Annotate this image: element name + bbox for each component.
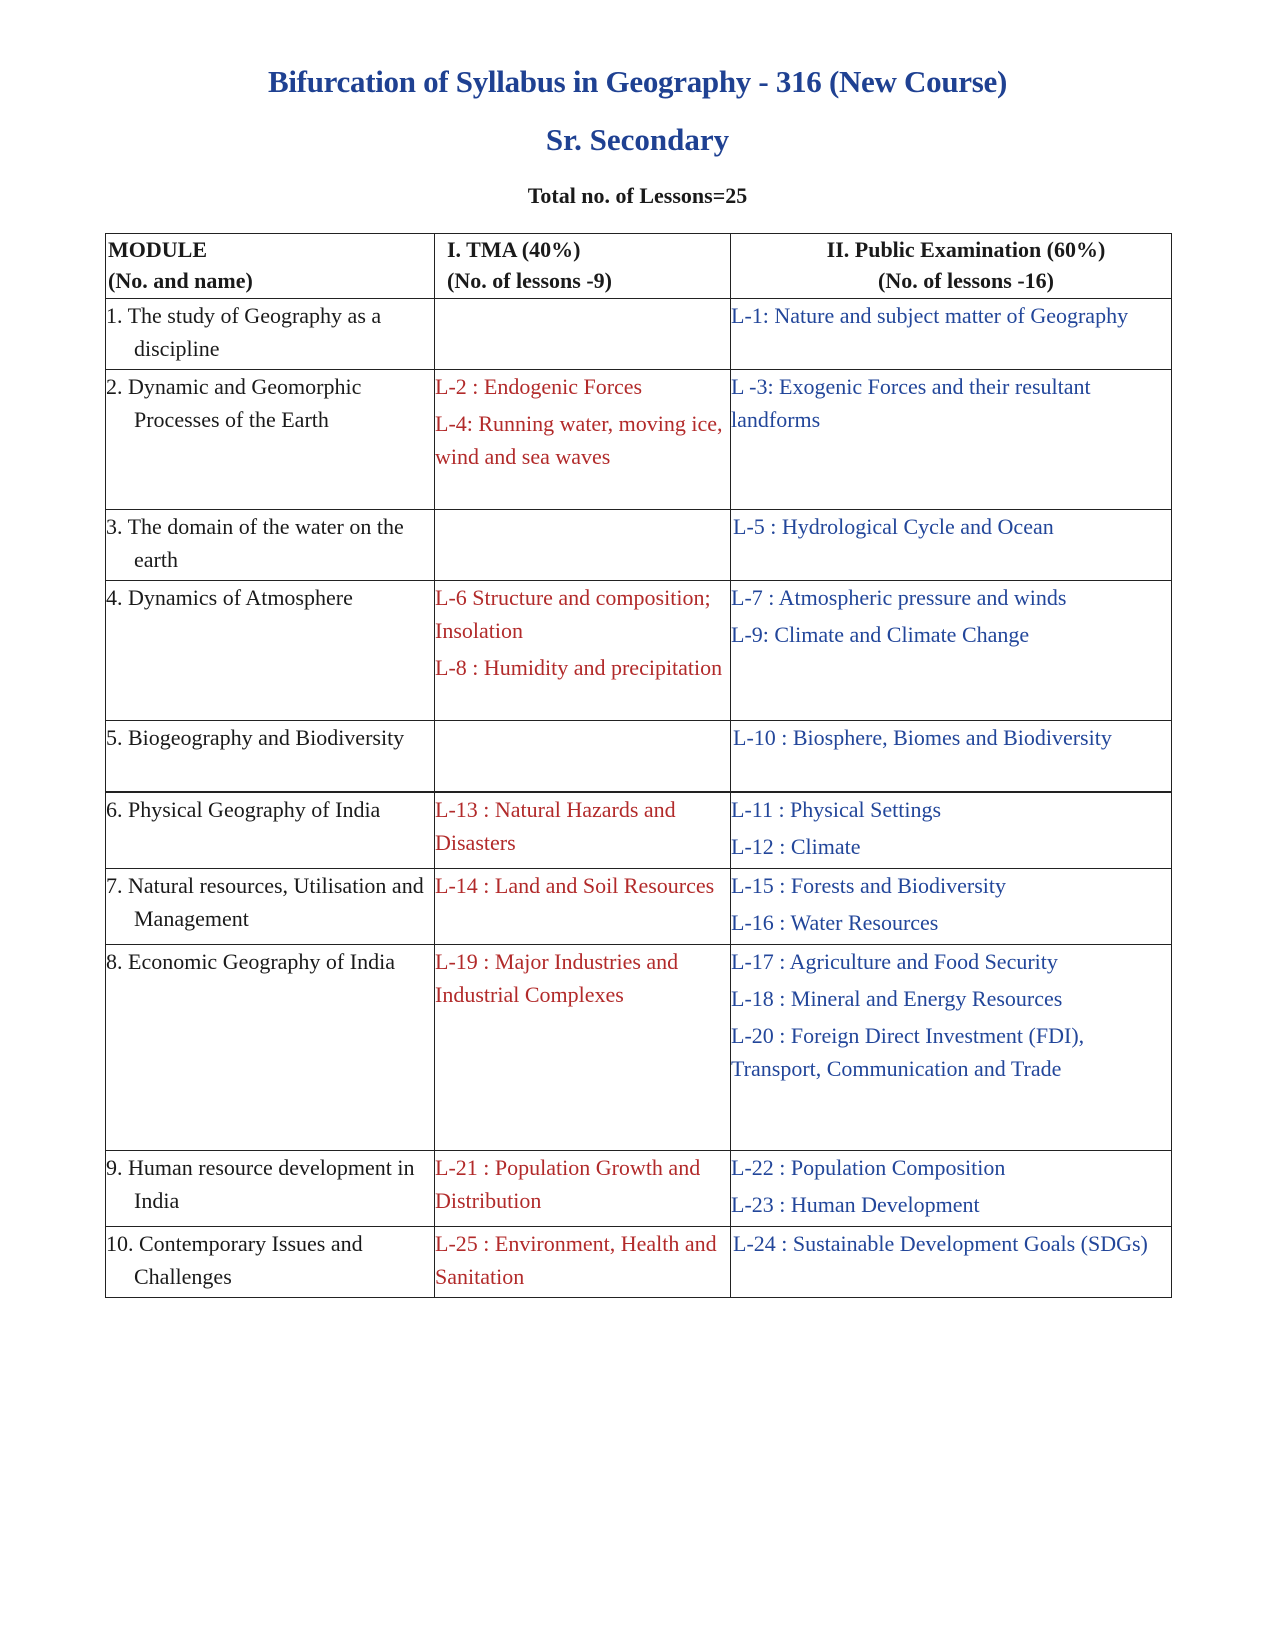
tma-cell [435, 1151, 731, 1227]
lesson-item: L-6 Structure and composition; Insolation [435, 585, 711, 643]
table-row [106, 1227, 1172, 1298]
table-header-row [106, 234, 1172, 299]
lesson-item: L-8 : Humidity and precipitation [435, 655, 723, 680]
document-title: Bifurcation of Syllabus in Geography - 316 (New Course) [267, 64, 1007, 99]
header-tma-line1: I. TMA (40%) [447, 237, 581, 262]
table-row [106, 869, 1172, 945]
module-name: 7. Natural resources, Utilisation and Management [106, 873, 424, 931]
module-cell [106, 370, 435, 510]
module-cell [106, 721, 435, 793]
header-module-line1: MODULE [108, 237, 207, 262]
public-cell [731, 581, 1172, 721]
module-cell [106, 510, 435, 581]
tma-cell [435, 869, 731, 945]
public-cell [731, 792, 1172, 869]
module-name: 2. Dynamic and Geomorphic Processes of the Earth [106, 374, 362, 432]
module-name: 8. Economic Geography of India [106, 949, 395, 974]
header-module-line2: (No. and name) [108, 268, 253, 293]
lesson-item: L-22 : Population Composition [731, 1155, 1006, 1180]
lesson-item: L-24 : Sustainable Development Goals (SDGs) [733, 1231, 1148, 1256]
lesson-item: L-13 : Natural Hazards and Disasters [435, 797, 676, 855]
module-cell [106, 581, 435, 721]
public-cell [731, 869, 1172, 945]
tma-cell [435, 792, 731, 869]
module-cell [106, 1227, 435, 1298]
module-name: 10. Contemporary Issues and Challenges [106, 1231, 363, 1289]
lesson-item: L-12 : Climate [731, 834, 861, 859]
table-row [106, 581, 1172, 721]
public-cell [731, 510, 1172, 581]
module-cell [106, 1151, 435, 1227]
lesson-item: L-5 : Hydrological Cycle and Ocean [733, 514, 1054, 539]
public-cell [731, 370, 1172, 510]
lesson-item: L-7 : Atmospheric pressure and winds [731, 585, 1067, 610]
lesson-item: L-11 : Physical Settings [731, 797, 942, 822]
public-cell [731, 299, 1172, 370]
module-name: 5. Biogeography and Biodiversity [106, 725, 405, 750]
lesson-item: L-4: Running water, moving ice, wind and sea waves [435, 411, 723, 469]
module-cell [106, 945, 435, 1151]
table-row [106, 945, 1172, 1151]
table-row [106, 1151, 1172, 1227]
module-name: 6. Physical Geography of India [106, 797, 381, 822]
header-public-line2: (No. of lessons -16) [878, 268, 1054, 293]
module-name: 3. The domain of the water on the earth [106, 514, 404, 572]
tma-cell [435, 299, 731, 370]
module-name: 9. Human resource development in India [106, 1155, 415, 1213]
header-tma [435, 234, 731, 299]
lesson-item: L -3: Exogenic Forces and their resultant landforms [731, 374, 1091, 432]
table-row [106, 721, 1172, 793]
tma-cell [435, 510, 731, 581]
lesson-item: L-10 : Biosphere, Biomes and Biodiversity [733, 725, 1112, 750]
lesson-item: L-17 : Agriculture and Food Security [731, 949, 1058, 974]
public-cell [731, 945, 1172, 1151]
lesson-item: L-1: Nature and subject matter of Geography [731, 303, 1129, 328]
header-module [106, 234, 435, 299]
tma-cell [435, 370, 731, 510]
document-subtitle: Sr. Secondary [545, 122, 730, 157]
module-cell [106, 869, 435, 945]
lesson-item: L-16 : Water Resources [731, 910, 939, 935]
lesson-item: L-18 : Mineral and Energy Resources [731, 986, 1063, 1011]
lesson-item: L-9: Climate and Climate Change [731, 622, 1030, 647]
lesson-item: L-20 : Foreign Direct Investment (FDI), Transport, Communication and Trade [731, 1023, 1085, 1081]
table-row [106, 510, 1172, 581]
tma-cell [435, 945, 731, 1151]
lesson-item: L-14 : Land and Soil Resources [435, 873, 715, 898]
table-row [106, 370, 1172, 510]
public-cell [731, 1151, 1172, 1227]
table-row [106, 792, 1172, 869]
syllabus-table [105, 233, 1172, 1298]
header-public-exam [731, 234, 1172, 299]
total-lessons: Total no. of Lessons=25 [527, 183, 748, 208]
lesson-item: L-23 : Human Development [731, 1192, 980, 1217]
public-cell [731, 1227, 1172, 1298]
public-cell [731, 721, 1172, 793]
table-row [106, 299, 1172, 370]
module-name: 4. Dynamics of Atmosphere [106, 585, 353, 610]
module-name: 1. The study of Geography as a discipline [106, 303, 382, 361]
header-public-line1: II. Public Examination (60%) [826, 237, 1106, 262]
lesson-item: L-15 : Forests and Biodiversity [731, 873, 1006, 898]
tma-cell [435, 1227, 731, 1298]
module-cell [106, 792, 435, 869]
lesson-item: L-21 : Population Growth and Distribution [435, 1155, 701, 1213]
module-cell [106, 299, 435, 370]
tma-cell [435, 581, 731, 721]
tma-cell [435, 721, 731, 793]
lesson-item: L-19 : Major Industries and Industrial Complexes [435, 949, 679, 1007]
lesson-item: L-2 : Endogenic Forces [435, 374, 643, 399]
header-tma-line2: (No. of lessons -9) [447, 268, 612, 293]
lesson-item: L-25 : Environment, Health and Sanitation [435, 1231, 717, 1289]
